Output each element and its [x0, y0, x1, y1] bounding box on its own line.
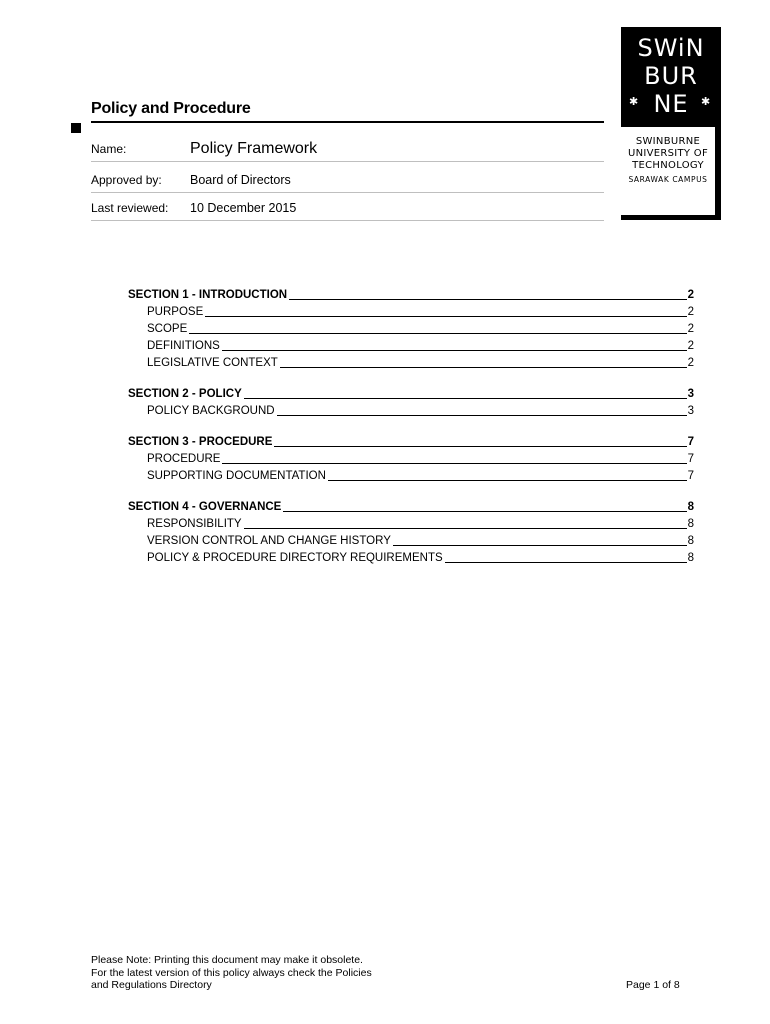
toc-heading[interactable]	[128, 434, 694, 451]
toc-entry-title: RESPONSIBILITY	[147, 518, 242, 530]
star-icon: ✱	[701, 96, 711, 108]
toc-section-1	[128, 287, 694, 372]
approved-value: Board of Directors	[190, 173, 291, 187]
toc-heading[interactable]	[128, 386, 694, 403]
meta-row-name	[91, 137, 604, 162]
toc-page-number: 7	[687, 453, 694, 465]
toc-page-number: 3	[687, 388, 694, 400]
toc-page-number: 8	[687, 518, 694, 530]
toc-page-number: 8	[687, 552, 694, 564]
toc-page-number: 2	[687, 357, 694, 369]
toc-entry[interactable]	[128, 516, 694, 533]
toc-entry[interactable]	[128, 550, 694, 567]
toc-entry[interactable]	[128, 403, 694, 420]
meta-row-approved	[91, 168, 604, 193]
toc-entry-title: POLICY BACKGROUND	[147, 405, 275, 417]
toc-leader	[277, 415, 687, 416]
toc-page-number: 2	[687, 323, 694, 335]
toc-entry[interactable]	[128, 338, 694, 355]
toc-page-number: 2	[687, 306, 694, 318]
toc-leader	[393, 545, 687, 546]
logo-word-2: BUR	[644, 62, 698, 90]
toc-entry-title: POLICY & PROCEDURE DIRECTORY REQUIREMENTS	[147, 552, 443, 564]
footer-note-line-3: and Regulations Directory	[91, 979, 212, 991]
star-icon: ✱	[629, 96, 639, 108]
logo-word-1: SWiN	[637, 34, 705, 62]
name-value: Policy Framework	[190, 140, 318, 157]
toc-heading[interactable]	[128, 499, 694, 516]
toc-leader	[283, 511, 686, 512]
toc-page-number: 2	[687, 340, 694, 352]
footer-note-line-1: Please Note: Printing this document may make it obsolete.	[91, 954, 363, 966]
reviewed-label: Last reviewed:	[91, 201, 169, 215]
toc-entry[interactable]	[128, 355, 694, 372]
toc-leader	[222, 463, 686, 464]
logo-subtitle-1: SWINBURNE	[635, 136, 701, 147]
toc-leader	[189, 333, 686, 334]
toc-heading-title: SECTION 3 - PROCEDURE	[128, 436, 273, 448]
title-divider	[91, 121, 604, 123]
logo-subtitle-2: UNIVERSITY OF	[627, 148, 709, 159]
toc-leader	[244, 528, 687, 529]
toc-leader	[222, 350, 687, 351]
toc-heading[interactable]	[128, 287, 694, 304]
logo-subtitle-4: SARAWAK CAMPUS	[628, 175, 708, 184]
toc-page-number: 3	[687, 405, 694, 417]
footer-note	[91, 954, 372, 992]
footer-note-line-2: For the latest version of this policy always check the Policies	[91, 966, 372, 979]
approved-label: Approved by:	[91, 173, 162, 187]
toc-page-number: 8	[687, 501, 694, 513]
toc-leader	[244, 398, 687, 399]
toc-page-number: 8	[687, 535, 694, 547]
toc-entry[interactable]	[128, 468, 694, 485]
name-label: Name:	[91, 142, 127, 156]
toc-leader	[205, 316, 686, 317]
toc-entry-title: SUPPORTING DOCUMENTATION	[147, 470, 326, 482]
table-of-contents	[128, 287, 694, 581]
document-title: Policy and Procedure	[91, 100, 251, 117]
swinburne-logo	[621, 27, 721, 220]
toc-leader	[280, 367, 687, 368]
toc-entry-title: DEFINITIONS	[147, 340, 220, 352]
reviewed-value: 10 December 2015	[190, 201, 297, 215]
logo-subtitle-3: TECHNOLOGY	[632, 160, 704, 171]
toc-entry[interactable]	[128, 533, 694, 550]
toc-section-2	[128, 386, 694, 420]
toc-page-number: 2	[687, 289, 694, 301]
toc-page-number: 7	[687, 436, 694, 448]
toc-entry[interactable]	[128, 321, 694, 338]
toc-entry[interactable]	[128, 451, 694, 468]
toc-section-3	[128, 434, 694, 485]
toc-entry-title: PROCEDURE	[147, 453, 221, 465]
title-bullet-square	[71, 123, 81, 133]
toc-entry-title: LEGISLATIVE CONTEXT	[147, 357, 278, 369]
toc-leader	[274, 446, 686, 447]
toc-entry[interactable]	[128, 304, 694, 321]
toc-heading-title: SECTION 1 - INTRODUCTION	[128, 289, 288, 301]
toc-entry-title: VERSION CONTROL AND CHANGE HISTORY	[147, 535, 391, 547]
meta-row-reviewed	[91, 196, 604, 221]
page-number: Page 1 of 8	[626, 979, 680, 991]
toc-leader	[328, 480, 687, 481]
toc-leader	[445, 562, 687, 563]
logo-subtitle-panel	[621, 127, 715, 215]
toc-heading-title: SECTION 4 - GOVERNANCE	[128, 501, 282, 513]
toc-heading-title: SECTION 2 - POLICY	[128, 388, 242, 400]
toc-section-4	[128, 499, 694, 567]
toc-entry-title: SCOPE	[147, 323, 188, 335]
toc-page-number: 7	[687, 470, 694, 482]
toc-leader	[289, 299, 687, 300]
toc-entry-title: PURPOSE	[147, 306, 204, 318]
logo-word-3: NE	[653, 90, 689, 118]
